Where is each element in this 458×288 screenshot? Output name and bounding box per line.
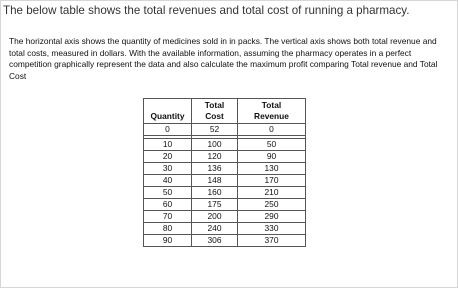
quantity-cell: 70 bbox=[144, 211, 192, 223]
header-quantity bbox=[144, 99, 192, 124]
total-revenue-cell: 50 bbox=[238, 139, 306, 151]
quantity-cell: 90 bbox=[144, 235, 192, 247]
total-revenue-cell: 130 bbox=[238, 163, 306, 175]
table-row bbox=[144, 163, 306, 175]
table-row bbox=[144, 211, 306, 223]
total-revenue-cell: 290 bbox=[238, 211, 306, 223]
header-total-revenue-line2: Revenue bbox=[254, 111, 289, 121]
total-cost-cell: 240 bbox=[192, 223, 238, 235]
question-heading: The below table shows the total revenues and total cost of running a pharmacy. bbox=[3, 4, 410, 17]
total-revenue-cell: 330 bbox=[238, 223, 306, 235]
total-revenue-cell: 90 bbox=[238, 151, 306, 163]
quantity-cell: 80 bbox=[144, 223, 192, 235]
quantity-cell: 50 bbox=[144, 187, 192, 199]
quantity-cell: 0 bbox=[144, 124, 192, 136]
total-revenue-cell: 250 bbox=[238, 199, 306, 211]
table-row bbox=[144, 124, 306, 136]
table-row bbox=[144, 235, 306, 247]
quantity-cell: 10 bbox=[144, 139, 192, 151]
question-paragraph: The horizontal axis shows the quantity of medicines sold in in packs. The vertical axis shows both total revenue and total costs, measured in dollars. With the available information, assuming the pharmacy operates in a perfect competition graphically represent the data and also calculate the maximum profit comparing Total revenue and Total Cost bbox=[9, 36, 438, 81]
total-revenue-cell: 210 bbox=[238, 187, 306, 199]
total-cost-cell: 200 bbox=[192, 211, 238, 223]
table-row bbox=[144, 151, 306, 163]
header-total-revenue bbox=[238, 99, 306, 124]
table-row bbox=[144, 139, 306, 151]
header-total-revenue-line1: Total bbox=[261, 100, 282, 110]
quantity-cell: 60 bbox=[144, 199, 192, 211]
quantity-cell: 40 bbox=[144, 175, 192, 187]
quantity-cell: 20 bbox=[144, 151, 192, 163]
total-cost-cell: 52 bbox=[192, 124, 238, 136]
header-total-cost bbox=[192, 99, 238, 124]
total-cost-cell: 120 bbox=[192, 151, 238, 163]
header-total-cost-line2: Cost bbox=[205, 111, 224, 121]
total-revenue-cell: 0 bbox=[238, 124, 306, 136]
table-row bbox=[144, 223, 306, 235]
quantity-cell: 30 bbox=[144, 163, 192, 175]
pharmacy-data-table bbox=[143, 98, 306, 247]
table-row bbox=[144, 187, 306, 199]
total-revenue-cell: 170 bbox=[238, 175, 306, 187]
table-row bbox=[144, 199, 306, 211]
total-cost-cell: 136 bbox=[192, 163, 238, 175]
total-cost-cell: 148 bbox=[192, 175, 238, 187]
total-cost-cell: 175 bbox=[192, 199, 238, 211]
table-header-row bbox=[144, 99, 306, 124]
header-total-cost-line1: Total bbox=[204, 100, 225, 110]
table-row bbox=[144, 175, 306, 187]
total-cost-cell: 100 bbox=[192, 139, 238, 151]
total-cost-cell: 306 bbox=[192, 235, 238, 247]
total-revenue-cell: 370 bbox=[238, 235, 306, 247]
header-quantity-label: Quantity bbox=[150, 111, 185, 121]
total-cost-cell: 160 bbox=[192, 187, 238, 199]
